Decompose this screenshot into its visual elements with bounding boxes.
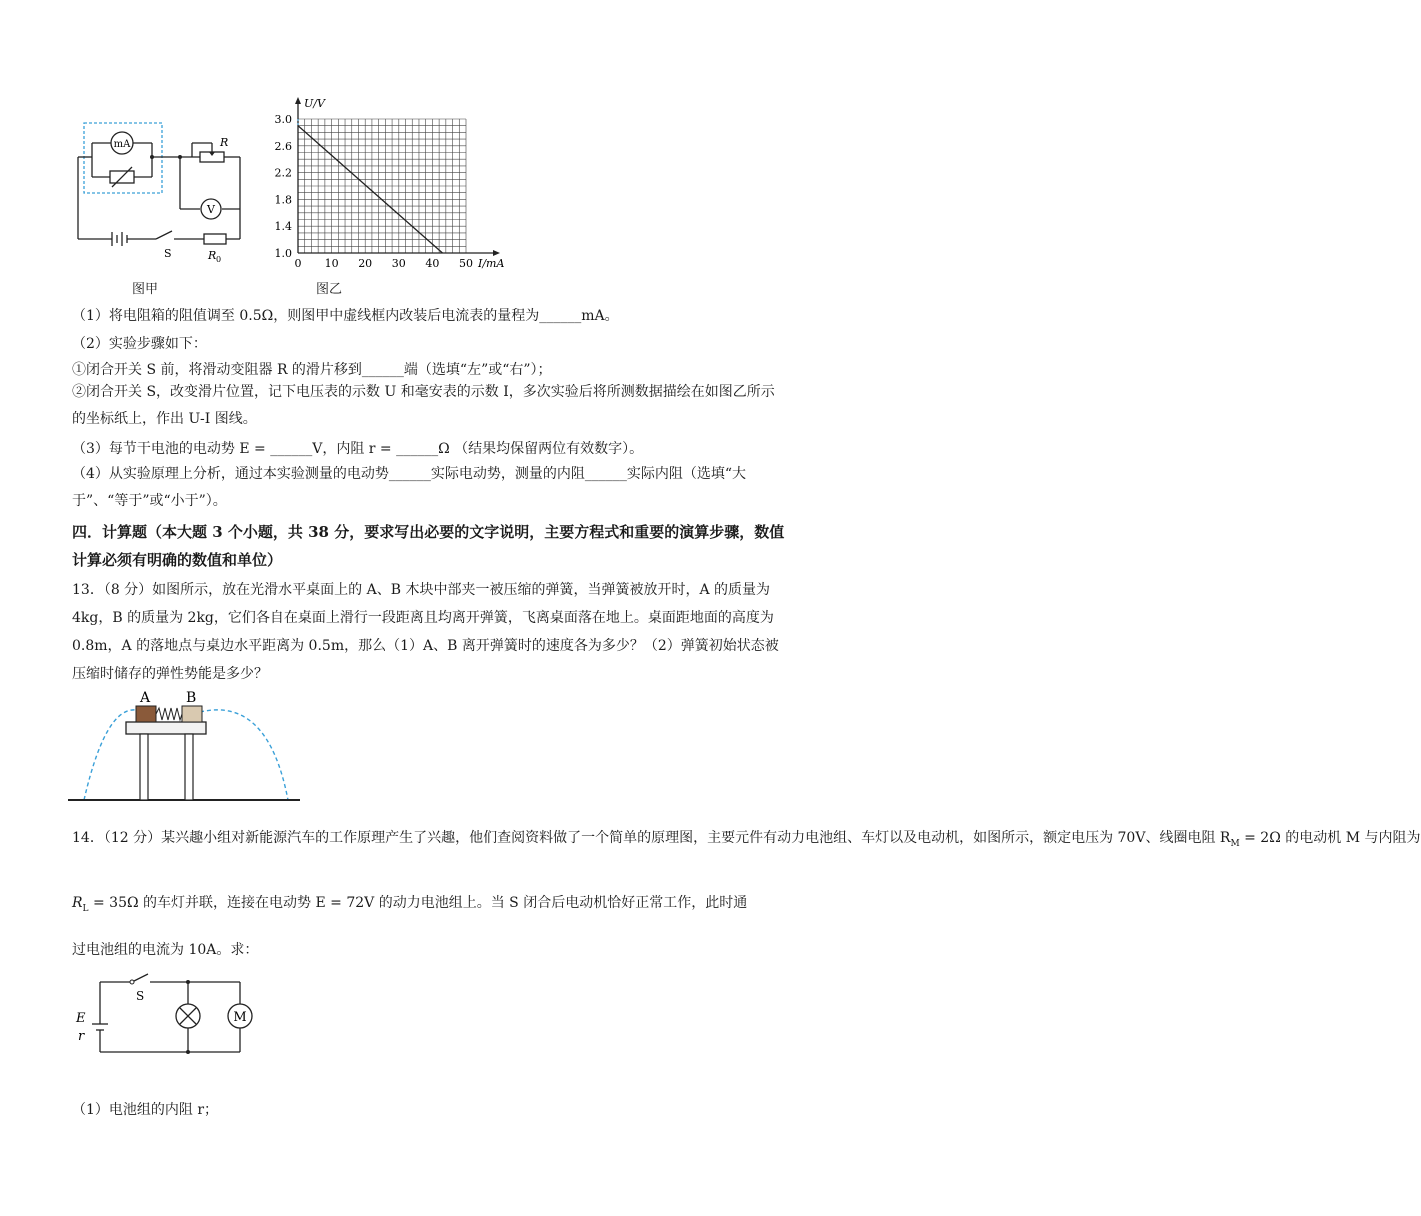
q13-text: 13．（8 分）如图所示，放在光滑水平桌面上的 A、B 木块中部夹一被压缩的弹簧，当弹簧被放开时，A 的质量为4kg，B 的质量为 2kg，它们各自在桌面上滑行一段距离且均离开弹簧，飞离桌面落在地上。桌面距地面的高度为 0.8m，A 的落地点与桌边水平距离为 0.5m，那么（1）A、B 离开弹簧时的速度各为多少？（2）弹簧初始状态被压缩时储存的弹性势能是多少？ xyxy=(72,582,779,682)
circuit-diagram-jia xyxy=(70,115,250,275)
x-tick-label: 20 xyxy=(358,257,373,270)
y-tick-label: 1.8 xyxy=(274,193,292,207)
switch-s-label: S xyxy=(136,989,145,1003)
block-a-label: A xyxy=(140,690,151,706)
y-tick-label: 3.0 xyxy=(274,113,292,126)
q14-text-line1: 14．（12 分）某兴趣小组对新能源汽车的工作原理产生了兴趣，他们查阅资料做了一个简单的原理图，主要元件有动力电池组、车灯以及电动机，如图所示，额定电压为 70V、线圈电阻 $R_M = 2\Omega$ 的电动机 M 与内阻为 xyxy=(72,830,1421,849)
y-tick-label: 2.2 xyxy=(274,166,292,180)
y-axis-label: U/V xyxy=(304,97,325,110)
x-tick-label: 0 xyxy=(294,257,302,270)
q14-text-line2: $R_L = 35\Omega$ 的车灯并联，连接在电动势 E = 72V 的动力电池组上。当 S 闭合后电动机恰好正常工作，此时通 xyxy=(72,895,748,914)
emf-label: E xyxy=(76,1011,86,1026)
x-axis-label: I/mA xyxy=(478,257,505,270)
q14-part1: （1）电池组的内阻 r； xyxy=(72,1102,219,1118)
r0-subscript: 0 xyxy=(216,255,222,264)
q12-part4: （4）从实验原理上分析，通过本实验测量的电动势______实际电动势，测量的内阻______实际内阻（选填“大于”、“等于”或“小于”）。 xyxy=(72,466,747,509)
voltmeter-label: V xyxy=(207,203,215,216)
x-tick-label: 40 xyxy=(425,257,440,270)
x-axis-arrow xyxy=(493,250,500,256)
motor-label: M xyxy=(233,1010,247,1025)
x-tick-label: 50 xyxy=(459,257,473,270)
figure-jia-caption: 图甲 xyxy=(132,282,159,297)
section-four-heading: 四．计算题（本大题 3 个小题，共 38 分，要求写出必要的文字说明，主要方程式和重要的演算步骤，数值计算必须有明确的数值和单位） xyxy=(72,523,785,569)
milliammeter-label: mA xyxy=(113,139,131,150)
y-tick-label: 2.6 xyxy=(274,139,292,153)
q14-text-line3: 过电池组的电流为 10A。求： xyxy=(72,942,259,958)
q14-circuit-diagram xyxy=(70,966,250,1060)
block-b-label: B xyxy=(186,690,197,706)
y-axis-arrow xyxy=(295,97,301,104)
y-tick-label: 1.4 xyxy=(274,220,292,234)
switch-label: S xyxy=(164,247,172,260)
y-tick-label: 1.0 xyxy=(274,247,292,260)
q12-part3: （3）每节干电池的电动势 E = ______V，内阻 r = ______Ω （结果均保留两位有效数字）。 xyxy=(72,441,644,457)
x-tick-label: 30 xyxy=(391,257,406,270)
rheostat-label: R xyxy=(220,136,229,149)
q12-part1: （1）将电阻箱的阻值调至 0.5Ω，则图甲中虚线框内改装后电流表的量程为______mA。 xyxy=(72,308,619,324)
u-i-line xyxy=(298,126,442,253)
figure-yi-caption: 图乙 xyxy=(316,282,343,297)
q13-table-diagram xyxy=(68,686,300,806)
ui-graph xyxy=(262,95,532,275)
r0-label: R xyxy=(208,249,217,262)
q12-step2: ②闭合开关 S，改变滑片位置，记下电压表的示数 U 和毫安表的示数 I，多次实验后将所测数据描绘在如图乙所示的坐标纸上，作出 U-I 图线。 xyxy=(72,384,775,427)
q12-step1: ①闭合开关 S 前，将滑动变阻器 R 的滑片移到______端（选填“左”或“右”）； xyxy=(72,362,552,378)
x-tick-label: 10 xyxy=(324,257,339,270)
q12-part2: （2）实验步骤如下： xyxy=(72,336,207,352)
internal-r-label: r xyxy=(78,1029,85,1044)
